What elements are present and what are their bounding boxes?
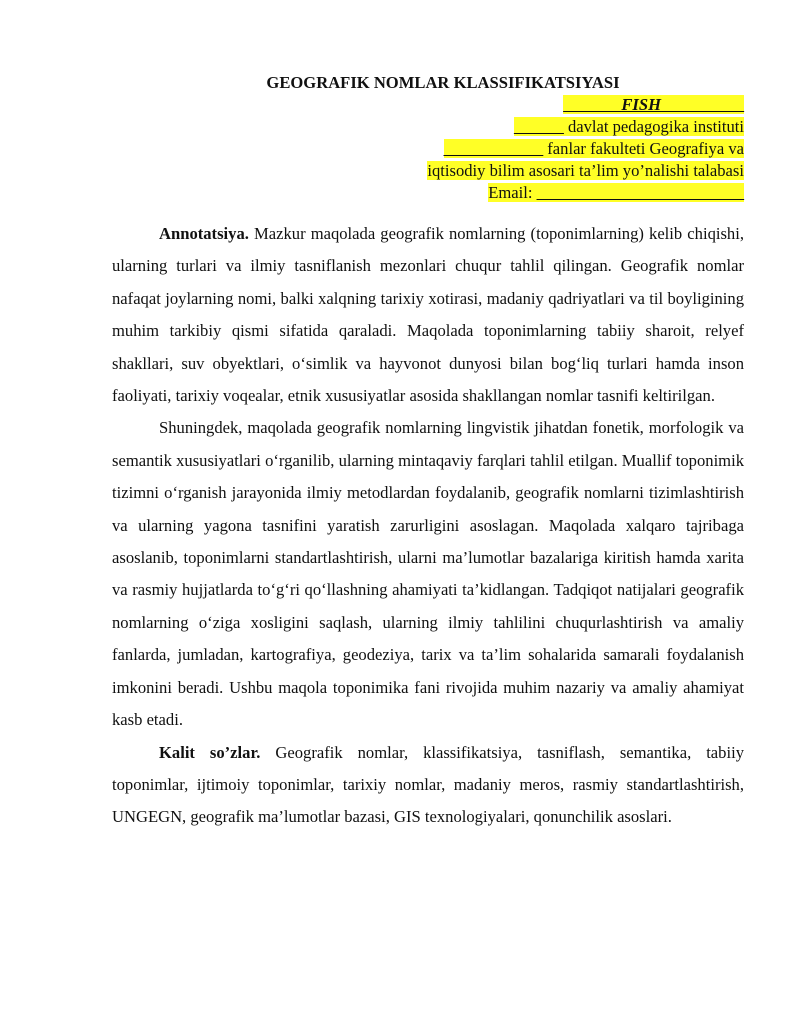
keywords-lead: Kalit so’zlar.: [159, 742, 261, 762]
email-blank: _________________________: [536, 183, 744, 202]
annotation-text: Mazkur maqolada geografik nomlarning (toponimlarning) kelib chiqishi, ularning turlari va ilmiy tasniflanish mezonlari chuqur tahlil qilingan. Geografik nomlar nafaqat joylarning nomi, balki xalqning tarixiy xotirasi, madaniy qadriyatlari va til boyligining muhim tarkibiy qismi sifatida qaraladi. Maqolada toponimlarning tabiiy sharoit, relyef shakllari, suv obyektlari, o‘simlik va hayvonot dunyosi bilan bog‘liq turlari hamda inson faoliyati, tarixiy voqealar, etnik xususiyatlar asosida shakllangan nomlar tasnifi keltirilgan.: [112, 224, 744, 406]
document-page: [112, 72, 744, 834]
annotation-paragraph: [112, 218, 744, 412]
document-title: GEOGRAFIK NOMLAR KLASSIFIKATSIYASI: [266, 73, 620, 92]
faculty-text: fanlar fakulteti Geografiya va: [543, 139, 744, 158]
institute-line: [112, 116, 744, 138]
program-line: [112, 160, 744, 182]
faculty-blank: ____________: [443, 139, 544, 158]
body-paragraph: Shuningdek, maqolada geografik nomlarning lingvistik jihatdan fonetik, morfologik va semantik xususiyatlari o‘rganilib, ularning mintaqaviy farqlari tahlil etilgan. Muallif toponimik tizimni o‘rganish jarayonida ilmiy metodlardan foydalanib, geografik nomlarni tizimlashtirish va ularning yagona tasnifini yaratish zarurligini asoslagan. Maqolada xalqaro tajribaga asoslanib, toponimlarni standartlashtirish, ularni ma’lumotlar bazalariga kiritish hamda xarita va rasmiy hujjatlarda to‘g‘ri qo‘llashning ahamiyati ta’kidlangan. Tadqiqot natijalari geografik nomlarning o‘ziga xosligini saqlash, ularning ilmiy tahlilini chuqurlashtirish va amaliy fanlarda, jumladan, kartografiya, geodeziya, tarix va ta’lim sohalarida samarali foydalanish imkonini beradi. Ushbu maqola toponimika fani rivojida muhim nazariy va amaliy ahamiyat kasb etadi.: [112, 418, 744, 730]
faculty-line: [112, 138, 744, 160]
annotation-lead: Annotatsiya.: [159, 224, 249, 243]
name-blank-left: _______: [563, 95, 622, 114]
name-blank-right: __________: [661, 95, 744, 114]
institute-blank: ______: [514, 117, 564, 136]
institute-text: davlat pedagogika instituti: [563, 117, 744, 136]
author-name: FISH: [621, 95, 662, 114]
program-text: iqtisodiy bilim asosari ta’lim yo’nalishi talabasi: [427, 161, 744, 180]
email-line: [112, 182, 744, 204]
keywords-paragraph: [112, 737, 744, 834]
email-label: Email:: [488, 183, 537, 202]
author-name-line: [112, 94, 744, 116]
author-affiliation: [112, 94, 744, 204]
keywords-text: Geografik nomlar, klassifikatsiya, tasniflash, semantika, tabiiy toponimlar, ijtimoiy toponimlar, tarixiy nomlar, madaniy meros, rasmiy standartlashtirish, UNGEGN, geografik ma’lumotlar bazasi, GIS texnologiyalari, qonunchilik asoslari.: [112, 742, 744, 827]
